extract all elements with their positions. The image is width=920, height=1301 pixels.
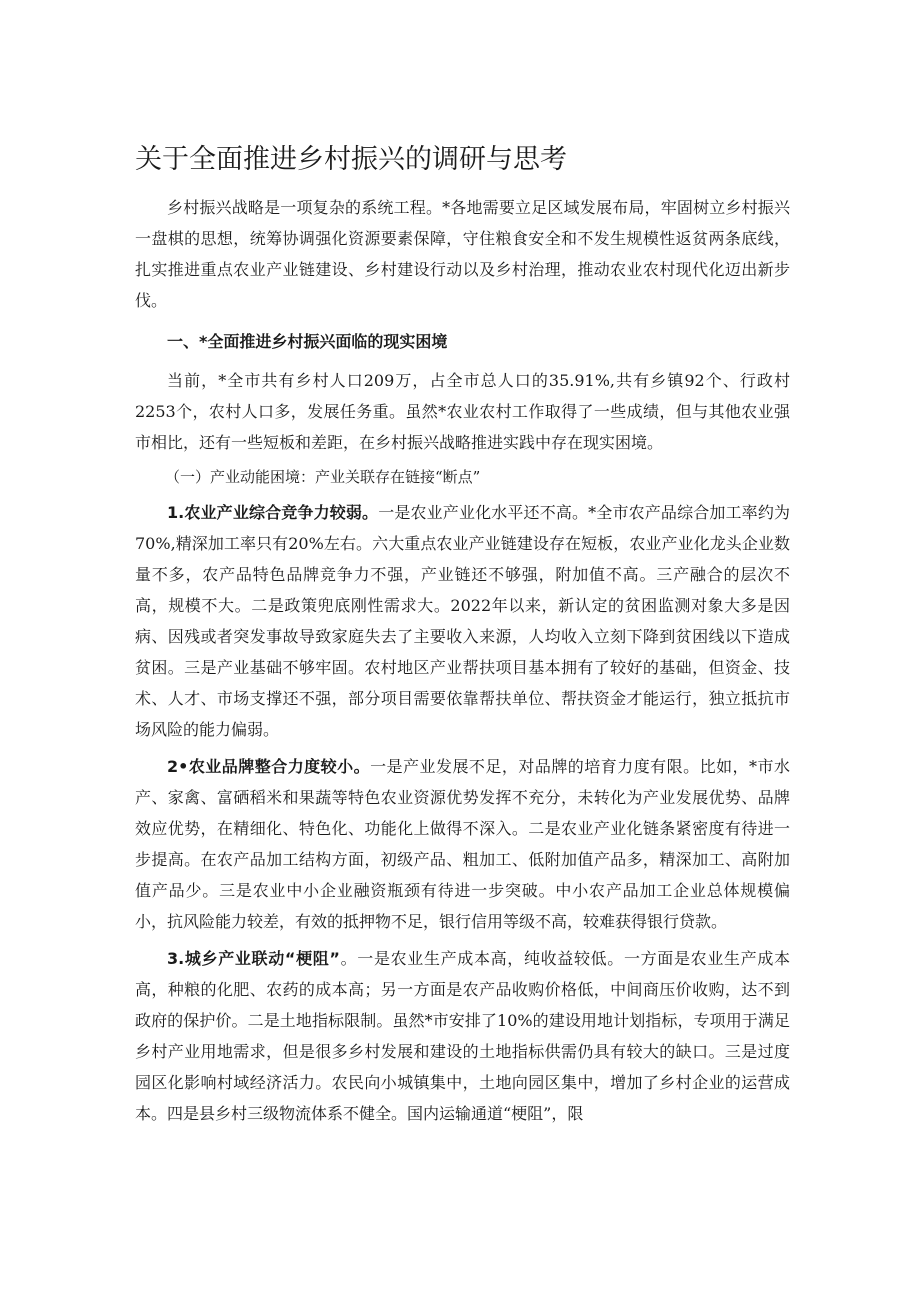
item-paragraph-2 bbox=[135, 751, 790, 937]
intro-paragraph: 乡村振兴战略是一项复杂的系统工程。*各地需要立足区域发展布局，牢固树立乡村振兴一盘棋的思想，统筹协调强化资源要素保障，守住粮食安全和不发生规模性返贫两条底线，扎实推进重点农业产业链建设、乡村建设行动以及乡村治理，推动农业农村现代化迈出新步伐。 bbox=[135, 198, 790, 310]
item-body: 一是农业产业化水平还不高。*全市农产品综合加工率约为70%,精深加工率只有20%左右。六大重点农业产业链建设存在短板，农业产业化龙头企业数量不多，农产品特色品牌竞争力不强，产业链还不够强，附加值不高。三产融合的层次不高，规模不大。二是政策兜底刚性需求大。2022年以来，新认定的贫困监测对象大多是因病、因残或者突发事故导致家庭失去了主要收入来源，人均收入立刻下降到贫困线以下造成贫困。三是产业基础不够牢固。农村地区产业帮扶项目基本拥有了较好的基础，但资金、技术、人才、市场支撑还不强，部分项目需要依靠帮扶单位、帮扶资金才能运行，独立抵抗市场风险的能力偏弱。 bbox=[135, 503, 790, 739]
item-lead: 3.城乡产业联动“梗阻” bbox=[167, 949, 340, 968]
item-lead: 2•农业品牌整合力度较小。 bbox=[167, 757, 371, 776]
document-title: 关于全面推进乡村振兴的调研与思考 bbox=[135, 144, 567, 175]
item-lead: 1.农业产业综合竞争力较弱。 bbox=[167, 503, 379, 522]
item-paragraph-1 bbox=[135, 497, 790, 745]
item-body: 。一是农业生产成本高，纯收益较低。一方面是农业生产成本高，种粮的化肥、农药的成本高；另一方面是农产品收购价格低，中间商压价收购，达不到政府的保护价。二是土地指标限制。虽然*市安排了10%的建设用地计划指标，专项用于满足乡村产业用地需求，但是很多乡村发展和建设的土地指标供需仍具有较大的缺口。三是过度园区化影响村域经济活力。农民向小城镇集中，土地向园区集中，增加了乡村企业的运营成本。四是县乡村三级物流体系不健全。国内运输通道“梗阻”，限 bbox=[135, 949, 790, 1123]
section-heading: 一、*全面推进乡村振兴面临的现实困境 bbox=[167, 332, 448, 351]
subsection-heading: （一）产业动能困境：产业关联存在链接“断点” bbox=[165, 468, 481, 486]
item-paragraph-3 bbox=[135, 943, 790, 1129]
section-intro-paragraph: 当前，*全市共有乡村人口209万，占全市总人口的35.91%,共有乡镇92个、行政村2253个，农村人口多，发展任务重。虽然*农业农村工作取得了一些成绩，但与其他农业强市相比，还有一些短板和差距，在乡村振兴战略推进实践中存在现实困境。 bbox=[135, 371, 790, 452]
document-page bbox=[135, 140, 790, 1129]
item-body: 一是产业发展不足，对品牌的培育力度有限。比如，*市水产、家禽、富硒稻米和果蔬等特色农业资源优势发挥不充分，未转化为产业发展优势、品牌效应优势，在精细化、特色化、功能化上做得不深入。二是农业产业化链条紧密度有待进一步提高。在农产品加工结构方面，初级产品、粗加工、低附加值产品多，精深加工、高附加值产品少。三是农业中小企业融资瓶颈有待进一步突破。中小农产品加工企业总体规模偏小，抗风险能力较差，有效的抵押物不足，银行信用等级不高，较难获得银行贷款。 bbox=[135, 757, 790, 931]
